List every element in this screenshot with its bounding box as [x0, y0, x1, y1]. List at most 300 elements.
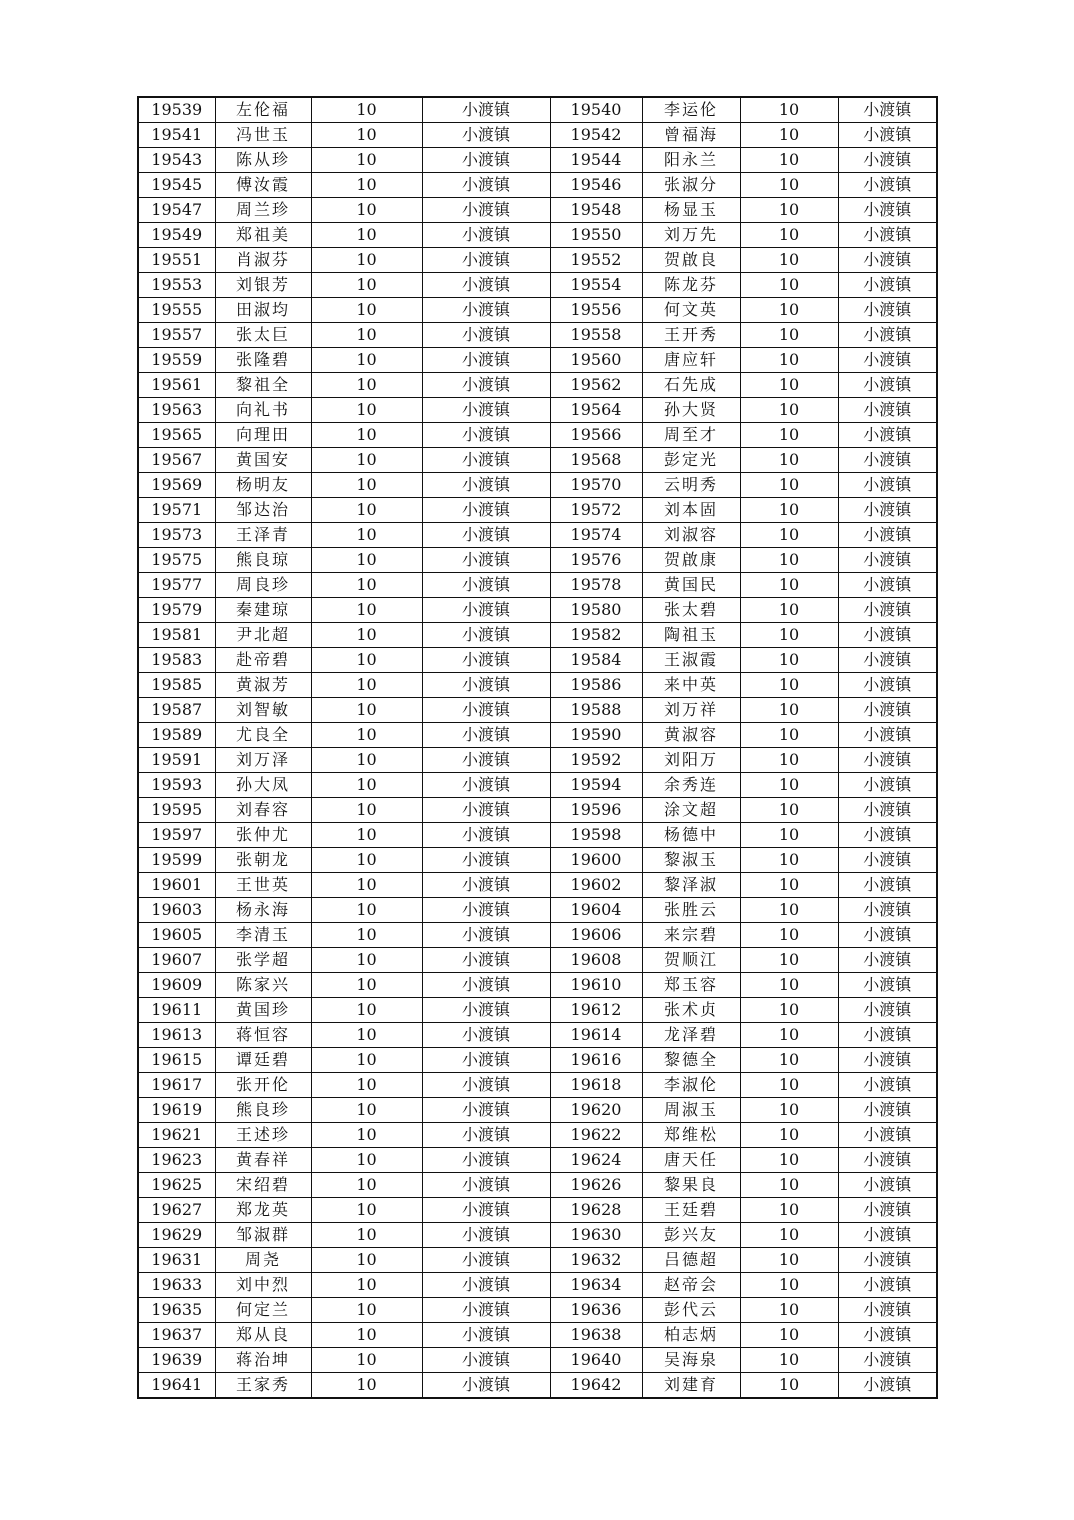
- id-cell-right: 19606: [550, 923, 642, 948]
- id-cell-left: 19563: [138, 398, 215, 423]
- name-cell-left: 张开伦: [215, 1073, 311, 1098]
- id-cell-left: 19621: [138, 1123, 215, 1148]
- name-cell-left: 黄春祥: [215, 1148, 311, 1173]
- town-cell-left: 小渡镇: [422, 573, 550, 598]
- id-cell-right: 19584: [550, 648, 642, 673]
- town-cell-right: 小渡镇: [838, 1373, 937, 1399]
- id-cell-left: 19595: [138, 798, 215, 823]
- name-cell-left: 孙大凤: [215, 773, 311, 798]
- count-cell-left: 10: [311, 1123, 422, 1148]
- town-cell-right: 小渡镇: [838, 723, 937, 748]
- town-cell-right: 小渡镇: [838, 773, 937, 798]
- name-cell-left: 向理田: [215, 423, 311, 448]
- table-row: [138, 823, 937, 848]
- id-cell-right: 19616: [550, 1048, 642, 1073]
- id-cell-left: 19615: [138, 1048, 215, 1073]
- id-cell-left: 19611: [138, 998, 215, 1023]
- town-cell-left: 小渡镇: [422, 97, 550, 123]
- name-cell-right: 唐应轩: [642, 348, 740, 373]
- town-cell-right: 小渡镇: [838, 1248, 937, 1273]
- count-cell-right: 10: [740, 97, 838, 123]
- id-cell-right: 19564: [550, 398, 642, 423]
- name-cell-left: 谭廷碧: [215, 1048, 311, 1073]
- count-cell-left: 10: [311, 148, 422, 173]
- name-cell-right: 王廷碧: [642, 1198, 740, 1223]
- town-cell-right: 小渡镇: [838, 1223, 937, 1248]
- name-cell-right: 刘淑容: [642, 523, 740, 548]
- town-cell-left: 小渡镇: [422, 1298, 550, 1323]
- count-cell-right: 10: [740, 273, 838, 298]
- roster-body: [138, 97, 937, 1398]
- id-cell-right: 19544: [550, 148, 642, 173]
- name-cell-left: 黄淑芳: [215, 673, 311, 698]
- count-cell-right: 10: [740, 723, 838, 748]
- count-cell-right: 10: [740, 148, 838, 173]
- town-cell-right: 小渡镇: [838, 123, 937, 148]
- town-cell-left: 小渡镇: [422, 948, 550, 973]
- town-cell-right: 小渡镇: [838, 648, 937, 673]
- id-cell-right: 19562: [550, 373, 642, 398]
- id-cell-right: 19552: [550, 248, 642, 273]
- table-row: [138, 1148, 937, 1173]
- count-cell-right: 10: [740, 1048, 838, 1073]
- name-cell-right: 曾福海: [642, 123, 740, 148]
- table-row: [138, 1223, 937, 1248]
- table-row: [138, 148, 937, 173]
- count-cell-right: 10: [740, 248, 838, 273]
- name-cell-left: 邹达治: [215, 498, 311, 523]
- id-cell-right: 19570: [550, 473, 642, 498]
- name-cell-left: 田淑均: [215, 298, 311, 323]
- count-cell-left: 10: [311, 123, 422, 148]
- town-cell-right: 小渡镇: [838, 573, 937, 598]
- town-cell-left: 小渡镇: [422, 1073, 550, 1098]
- name-cell-right: 云明秀: [642, 473, 740, 498]
- count-cell-right: 10: [740, 1323, 838, 1348]
- name-cell-right: 张胜云: [642, 898, 740, 923]
- count-cell-right: 10: [740, 1148, 838, 1173]
- table-row: [138, 1023, 937, 1048]
- id-cell-right: 19596: [550, 798, 642, 823]
- name-cell-right: 孙大贤: [642, 398, 740, 423]
- name-cell-right: 阳永兰: [642, 148, 740, 173]
- count-cell-left: 10: [311, 973, 422, 998]
- count-cell-left: 10: [311, 423, 422, 448]
- town-cell-left: 小渡镇: [422, 373, 550, 398]
- count-cell-left: 10: [311, 248, 422, 273]
- town-cell-right: 小渡镇: [838, 848, 937, 873]
- name-cell-left: 郑龙英: [215, 1198, 311, 1223]
- id-cell-right: 19568: [550, 448, 642, 473]
- name-cell-right: 黄国民: [642, 573, 740, 598]
- town-cell-left: 小渡镇: [422, 1373, 550, 1399]
- town-cell-left: 小渡镇: [422, 1023, 550, 1048]
- table-row: [138, 723, 937, 748]
- count-cell-right: 10: [740, 1223, 838, 1248]
- name-cell-right: 周淑玉: [642, 1098, 740, 1123]
- name-cell-left: 杨永海: [215, 898, 311, 923]
- name-cell-left: 周良珍: [215, 573, 311, 598]
- count-cell-left: 10: [311, 198, 422, 223]
- name-cell-left: 肖淑芬: [215, 248, 311, 273]
- count-cell-right: 10: [740, 398, 838, 423]
- count-cell-right: 10: [740, 423, 838, 448]
- town-cell-left: 小渡镇: [422, 1198, 550, 1223]
- table-row: [138, 648, 937, 673]
- name-cell-right: 黎德全: [642, 1048, 740, 1073]
- name-cell-right: 赵帝会: [642, 1273, 740, 1298]
- count-cell-right: 10: [740, 1248, 838, 1273]
- name-cell-left: 尹北超: [215, 623, 311, 648]
- id-cell-right: 19618: [550, 1073, 642, 1098]
- town-cell-right: 小渡镇: [838, 698, 937, 723]
- count-cell-right: 10: [740, 648, 838, 673]
- name-cell-left: 周尧: [215, 1248, 311, 1273]
- table-row: [138, 798, 937, 823]
- town-cell-right: 小渡镇: [838, 1123, 937, 1148]
- count-cell-left: 10: [311, 698, 422, 723]
- town-cell-right: 小渡镇: [838, 548, 937, 573]
- id-cell-left: 19597: [138, 823, 215, 848]
- count-cell-right: 10: [740, 523, 838, 548]
- town-cell-left: 小渡镇: [422, 198, 550, 223]
- table-row: [138, 248, 937, 273]
- name-cell-left: 黄国安: [215, 448, 311, 473]
- name-cell-left: 王家秀: [215, 1373, 311, 1399]
- name-cell-right: 龙泽碧: [642, 1023, 740, 1048]
- count-cell-left: 10: [311, 373, 422, 398]
- town-cell-right: 小渡镇: [838, 473, 937, 498]
- town-cell-left: 小渡镇: [422, 723, 550, 748]
- count-cell-left: 10: [311, 1223, 422, 1248]
- count-cell-left: 10: [311, 273, 422, 298]
- name-cell-left: 向礼书: [215, 398, 311, 423]
- table-row: [138, 1198, 937, 1223]
- id-cell-left: 19639: [138, 1348, 215, 1373]
- town-cell-right: 小渡镇: [838, 998, 937, 1023]
- count-cell-left: 10: [311, 323, 422, 348]
- count-cell-right: 10: [740, 223, 838, 248]
- count-cell-left: 10: [311, 598, 422, 623]
- town-cell-right: 小渡镇: [838, 1173, 937, 1198]
- name-cell-right: 黎淑玉: [642, 848, 740, 873]
- count-cell-left: 10: [311, 648, 422, 673]
- name-cell-right: 黎泽淑: [642, 873, 740, 898]
- name-cell-right: 周至才: [642, 423, 740, 448]
- name-cell-left: 刘万泽: [215, 748, 311, 773]
- town-cell-left: 小渡镇: [422, 123, 550, 148]
- id-cell-left: 19589: [138, 723, 215, 748]
- id-cell-left: 19567: [138, 448, 215, 473]
- id-cell-right: 19560: [550, 348, 642, 373]
- count-cell-right: 10: [740, 923, 838, 948]
- table-row: [138, 998, 937, 1023]
- id-cell-right: 19548: [550, 198, 642, 223]
- name-cell-left: 郑从良: [215, 1323, 311, 1348]
- table-row: [138, 523, 937, 548]
- town-cell-left: 小渡镇: [422, 1323, 550, 1348]
- id-cell-right: 19612: [550, 998, 642, 1023]
- id-cell-left: 19553: [138, 273, 215, 298]
- name-cell-left: 黎祖全: [215, 373, 311, 398]
- id-cell-left: 19579: [138, 598, 215, 623]
- table-row: [138, 448, 937, 473]
- name-cell-left: 蒋恒容: [215, 1023, 311, 1048]
- id-cell-right: 19622: [550, 1123, 642, 1148]
- count-cell-right: 10: [740, 448, 838, 473]
- table-row: [138, 173, 937, 198]
- name-cell-right: 郑玉容: [642, 973, 740, 998]
- name-cell-left: 李清玉: [215, 923, 311, 948]
- count-cell-left: 10: [311, 523, 422, 548]
- name-cell-left: 张学超: [215, 948, 311, 973]
- town-cell-right: 小渡镇: [838, 1073, 937, 1098]
- table-row: [138, 698, 937, 723]
- table-row: [138, 1273, 937, 1298]
- town-cell-left: 小渡镇: [422, 1348, 550, 1373]
- table-row: [138, 948, 937, 973]
- table-row: [138, 598, 937, 623]
- table-row: [138, 898, 937, 923]
- name-cell-right: 张太碧: [642, 598, 740, 623]
- name-cell-left: 何定兰: [215, 1298, 311, 1323]
- count-cell-left: 10: [311, 1248, 422, 1273]
- id-cell-right: 19592: [550, 748, 642, 773]
- id-cell-right: 19604: [550, 898, 642, 923]
- town-cell-left: 小渡镇: [422, 1223, 550, 1248]
- town-cell-right: 小渡镇: [838, 1198, 937, 1223]
- id-cell-left: 19603: [138, 898, 215, 923]
- name-cell-right: 李淑伦: [642, 1073, 740, 1098]
- id-cell-right: 19572: [550, 498, 642, 523]
- table-row: [138, 498, 937, 523]
- count-cell-left: 10: [311, 473, 422, 498]
- count-cell-right: 10: [740, 1198, 838, 1223]
- town-cell-right: 小渡镇: [838, 873, 937, 898]
- table-row: [138, 973, 937, 998]
- name-cell-left: 张太巨: [215, 323, 311, 348]
- table-row: [138, 1048, 937, 1073]
- name-cell-left: 熊良琼: [215, 548, 311, 573]
- name-cell-right: 石先成: [642, 373, 740, 398]
- count-cell-left: 10: [311, 1348, 422, 1373]
- id-cell-left: 19635: [138, 1298, 215, 1323]
- name-cell-right: 陶祖玉: [642, 623, 740, 648]
- table-row: [138, 223, 937, 248]
- name-cell-right: 李运伦: [642, 97, 740, 123]
- town-cell-right: 小渡镇: [838, 173, 937, 198]
- count-cell-right: 10: [740, 798, 838, 823]
- id-cell-left: 19545: [138, 173, 215, 198]
- name-cell-right: 陈龙芬: [642, 273, 740, 298]
- id-cell-right: 19586: [550, 673, 642, 698]
- id-cell-right: 19582: [550, 623, 642, 648]
- name-cell-left: 尤良全: [215, 723, 311, 748]
- count-cell-left: 10: [311, 923, 422, 948]
- name-cell-left: 陈家兴: [215, 973, 311, 998]
- id-cell-left: 19547: [138, 198, 215, 223]
- town-cell-left: 小渡镇: [422, 823, 550, 848]
- table-row: [138, 273, 937, 298]
- name-cell-right: 黎果良: [642, 1173, 740, 1198]
- count-cell-right: 10: [740, 1023, 838, 1048]
- count-cell-right: 10: [740, 1173, 838, 1198]
- count-cell-right: 10: [740, 1348, 838, 1373]
- id-cell-left: 19619: [138, 1098, 215, 1123]
- count-cell-left: 10: [311, 1298, 422, 1323]
- name-cell-right: 王开秀: [642, 323, 740, 348]
- town-cell-right: 小渡镇: [838, 748, 937, 773]
- table-row: [138, 198, 937, 223]
- count-cell-right: 10: [740, 673, 838, 698]
- table-row: [138, 1298, 937, 1323]
- count-cell-left: 10: [311, 848, 422, 873]
- count-cell-left: 10: [311, 998, 422, 1023]
- name-cell-left: 张朝龙: [215, 848, 311, 873]
- name-cell-left: 熊良珍: [215, 1098, 311, 1123]
- count-cell-right: 10: [740, 573, 838, 598]
- town-cell-left: 小渡镇: [422, 398, 550, 423]
- count-cell-left: 10: [311, 1273, 422, 1298]
- name-cell-left: 赴帝碧: [215, 648, 311, 673]
- name-cell-left: 黄国珍: [215, 998, 311, 1023]
- name-cell-right: 余秀连: [642, 773, 740, 798]
- id-cell-right: 19632: [550, 1248, 642, 1273]
- id-cell-left: 19555: [138, 298, 215, 323]
- town-cell-left: 小渡镇: [422, 923, 550, 948]
- name-cell-left: 冯世玉: [215, 123, 311, 148]
- id-cell-right: 19598: [550, 823, 642, 848]
- town-cell-right: 小渡镇: [838, 97, 937, 123]
- id-cell-right: 19578: [550, 573, 642, 598]
- count-cell-left: 10: [311, 823, 422, 848]
- count-cell-right: 10: [740, 773, 838, 798]
- id-cell-right: 19550: [550, 223, 642, 248]
- table-row: [138, 373, 937, 398]
- name-cell-right: 贺顺江: [642, 948, 740, 973]
- name-cell-left: 刘春容: [215, 798, 311, 823]
- name-cell-right: 王淑霞: [642, 648, 740, 673]
- id-cell-right: 19610: [550, 973, 642, 998]
- town-cell-right: 小渡镇: [838, 1098, 937, 1123]
- town-cell-left: 小渡镇: [422, 323, 550, 348]
- town-cell-right: 小渡镇: [838, 148, 937, 173]
- town-cell-right: 小渡镇: [838, 1273, 937, 1298]
- town-cell-left: 小渡镇: [422, 173, 550, 198]
- id-cell-left: 19539: [138, 97, 215, 123]
- table-row: [138, 398, 937, 423]
- id-cell-left: 19627: [138, 1198, 215, 1223]
- count-cell-left: 10: [311, 948, 422, 973]
- name-cell-left: 刘智敏: [215, 698, 311, 723]
- id-cell-right: 19642: [550, 1373, 642, 1399]
- town-cell-right: 小渡镇: [838, 498, 937, 523]
- table-row: [138, 623, 937, 648]
- town-cell-right: 小渡镇: [838, 623, 937, 648]
- town-cell-left: 小渡镇: [422, 498, 550, 523]
- table-row: [138, 1323, 937, 1348]
- count-cell-right: 10: [740, 323, 838, 348]
- name-cell-right: 刘万先: [642, 223, 740, 248]
- id-cell-left: 19609: [138, 973, 215, 998]
- name-cell-right: 彭兴友: [642, 1223, 740, 1248]
- id-cell-left: 19581: [138, 623, 215, 648]
- count-cell-left: 10: [311, 673, 422, 698]
- town-cell-left: 小渡镇: [422, 1173, 550, 1198]
- table-row: [138, 773, 937, 798]
- count-cell-right: 10: [740, 123, 838, 148]
- town-cell-left: 小渡镇: [422, 148, 550, 173]
- town-cell-left: 小渡镇: [422, 973, 550, 998]
- id-cell-right: 19600: [550, 848, 642, 873]
- count-cell-right: 10: [740, 473, 838, 498]
- name-cell-left: 张隆碧: [215, 348, 311, 373]
- town-cell-left: 小渡镇: [422, 898, 550, 923]
- town-cell-right: 小渡镇: [838, 448, 937, 473]
- count-cell-right: 10: [740, 1098, 838, 1123]
- town-cell-left: 小渡镇: [422, 873, 550, 898]
- count-cell-left: 10: [311, 448, 422, 473]
- name-cell-right: 刘本固: [642, 498, 740, 523]
- count-cell-right: 10: [740, 298, 838, 323]
- town-cell-right: 小渡镇: [838, 323, 937, 348]
- id-cell-left: 19625: [138, 1173, 215, 1198]
- count-cell-right: 10: [740, 198, 838, 223]
- id-cell-right: 19566: [550, 423, 642, 448]
- count-cell-right: 10: [740, 748, 838, 773]
- town-cell-left: 小渡镇: [422, 598, 550, 623]
- id-cell-left: 19561: [138, 373, 215, 398]
- name-cell-left: 杨明友: [215, 473, 311, 498]
- id-cell-left: 19565: [138, 423, 215, 448]
- name-cell-right: 杨德中: [642, 823, 740, 848]
- table-row: [138, 323, 937, 348]
- town-cell-right: 小渡镇: [838, 423, 937, 448]
- id-cell-left: 19571: [138, 498, 215, 523]
- id-cell-right: 19580: [550, 598, 642, 623]
- name-cell-right: 刘建育: [642, 1373, 740, 1399]
- count-cell-left: 10: [311, 1373, 422, 1399]
- table-row: [138, 573, 937, 598]
- table-row: [138, 673, 937, 698]
- town-cell-left: 小渡镇: [422, 473, 550, 498]
- town-cell-left: 小渡镇: [422, 348, 550, 373]
- town-cell-right: 小渡镇: [838, 198, 937, 223]
- table-row: [138, 348, 937, 373]
- count-cell-left: 10: [311, 1023, 422, 1048]
- id-cell-right: 19590: [550, 723, 642, 748]
- town-cell-left: 小渡镇: [422, 298, 550, 323]
- id-cell-left: 19585: [138, 673, 215, 698]
- name-cell-left: 蒋治坤: [215, 1348, 311, 1373]
- name-cell-left: 陈从珍: [215, 148, 311, 173]
- name-cell-right: 刘阳万: [642, 748, 740, 773]
- id-cell-left: 19631: [138, 1248, 215, 1273]
- town-cell-left: 小渡镇: [422, 648, 550, 673]
- id-cell-left: 19641: [138, 1373, 215, 1399]
- count-cell-left: 10: [311, 498, 422, 523]
- town-cell-right: 小渡镇: [838, 1148, 937, 1173]
- count-cell-right: 10: [740, 1373, 838, 1399]
- name-cell-left: 傅汝霞: [215, 173, 311, 198]
- name-cell-left: 王泽青: [215, 523, 311, 548]
- id-cell-right: 19594: [550, 773, 642, 798]
- count-cell-right: 10: [740, 823, 838, 848]
- id-cell-right: 19608: [550, 948, 642, 973]
- count-cell-left: 10: [311, 1048, 422, 1073]
- count-cell-left: 10: [311, 623, 422, 648]
- town-cell-right: 小渡镇: [838, 348, 937, 373]
